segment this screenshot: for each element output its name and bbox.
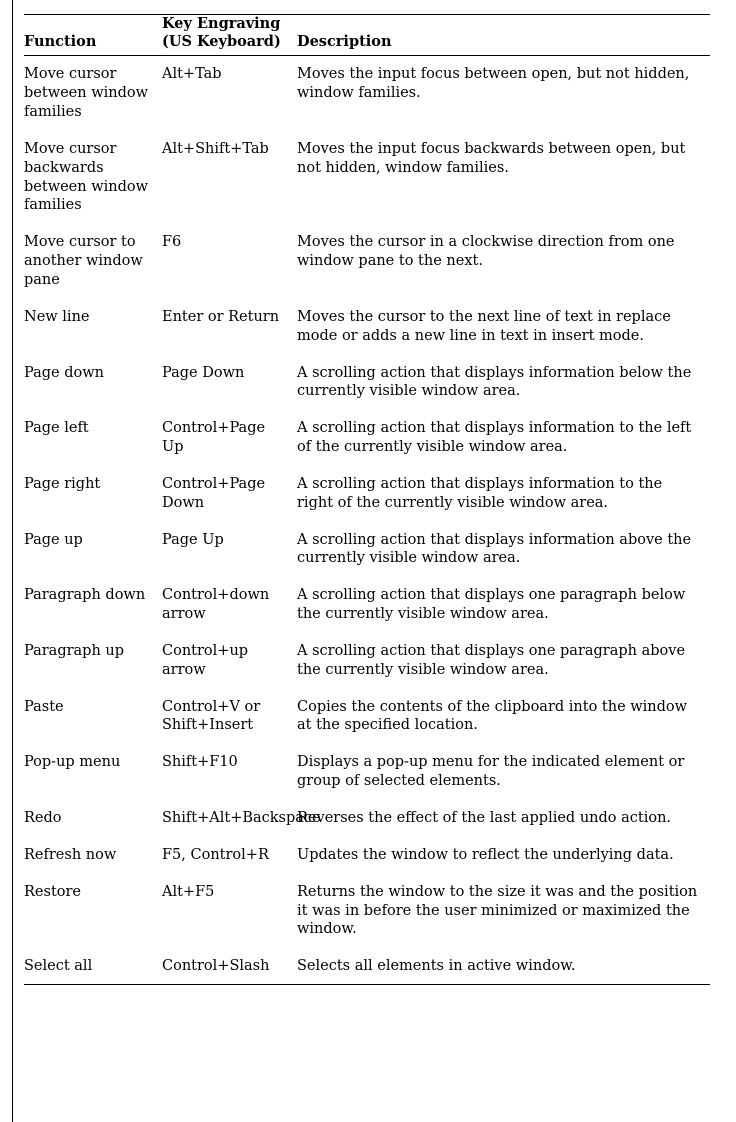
- cell-function: Redo: [24, 810, 62, 826]
- cell-description: Copies the contents of the clipboard into the window at the specified location.: [297, 698, 688, 734]
- cell-function: Move cursor backwards between window families: [24, 140, 149, 214]
- table-row: [24, 299, 710, 355]
- cell-function: Paragraph down: [24, 587, 146, 604]
- cell-key-engraving: Page Up: [162, 531, 224, 548]
- table-row: [24, 948, 710, 984]
- keyboard-shortcuts-table: [24, 14, 710, 985]
- table-row: [24, 131, 710, 224]
- table-row: [24, 224, 710, 299]
- cell-key-engraving: Control+Page Up: [162, 420, 266, 456]
- table-header-row: [24, 15, 710, 56]
- cell-description: A scrolling action that displays information below the currently visible window area.: [297, 364, 692, 400]
- cell-description: A scrolling action that displays information above the currently visible window area.: [297, 531, 692, 567]
- cell-description: Displays a pop-up menu for the indicated element or group of selected elements.: [297, 754, 685, 790]
- cell-description: A scrolling action that displays one paragraph below the currently visible window area.: [297, 587, 686, 623]
- table-row: [24, 522, 710, 578]
- cell-description: Moves the input focus backwards between open, but not hidden, window families.: [297, 140, 686, 176]
- table-row: [24, 633, 710, 689]
- cell-function: New line: [24, 308, 90, 325]
- cell-description: Selects all elements in active window.: [297, 948, 710, 984]
- table-row: [24, 800, 710, 837]
- cell-function: Page right: [24, 475, 101, 492]
- table-row: [24, 689, 710, 745]
- cell-key-engraving: Control+up arrow: [162, 642, 249, 678]
- cell-description: Moves the cursor in a clockwise direction from one window pane to the next.: [297, 234, 675, 270]
- cell-description: Moves the cursor to the next line of text in replace mode or adds a new line in text in insert mode.: [297, 308, 671, 344]
- cell-description: A scrolling action that displays information to the left of the currently visible window area.: [297, 420, 692, 456]
- cell-key-engraving: Control+Slash: [162, 948, 297, 984]
- document-body: [24, 14, 710, 985]
- table-body: [24, 56, 710, 985]
- table-row: [24, 874, 710, 949]
- cell-function: Select all: [24, 948, 162, 984]
- cell-key-engraving: Shift+Alt+Backspace: [162, 810, 321, 826]
- cell-key-engraving: F5, Control+R: [162, 846, 269, 863]
- cell-function: Paragraph up: [24, 642, 125, 659]
- cell-function: Paste: [24, 698, 64, 715]
- cell-key-engraving: Control+down arrow: [162, 587, 270, 623]
- table-row: [24, 466, 710, 522]
- cell-description: A scrolling action that displays information to the right of the currently visible window area.: [297, 475, 663, 511]
- cell-function: Refresh now: [24, 846, 117, 863]
- cell-function: Restore: [24, 883, 82, 900]
- table-row: [24, 56, 710, 131]
- column-header-key-engraving: Key Engraving (US Keyboard): [162, 15, 297, 56]
- table-row: [24, 744, 710, 800]
- cell-key-engraving: Control+Page Down: [162, 475, 266, 511]
- cell-function: Page up: [24, 531, 83, 548]
- cell-key-engraving: F6: [162, 234, 182, 251]
- table-row: [24, 355, 710, 411]
- cell-description: A scrolling action that displays one paragraph above the currently visible window area.: [297, 642, 686, 678]
- table-header: [24, 15, 710, 56]
- table-row: [24, 837, 710, 874]
- cell-key-engraving: Alt+Tab: [162, 66, 222, 83]
- cell-function: Page left: [24, 420, 89, 437]
- cell-function: Pop-up menu: [24, 754, 121, 771]
- cell-key-engraving: Control+V or Shift+Insert: [162, 698, 261, 734]
- column-header-function: Function: [24, 15, 162, 56]
- cell-function: Move cursor to another window pane: [24, 234, 143, 288]
- cell-description: Reverses the effect of the last applied undo action.: [297, 810, 672, 826]
- cell-key-engraving: Enter or Return: [162, 308, 280, 325]
- cell-description: Moves the input focus between open, but not hidden, window families.: [297, 66, 690, 102]
- cell-key-engraving: Page Down: [162, 364, 245, 381]
- table-row: [24, 410, 710, 466]
- page-left-margin-rule: [12, 0, 13, 1122]
- table-row: [24, 577, 710, 633]
- cell-key-engraving: Alt+F5: [162, 883, 215, 900]
- cell-description: Updates the window to reflect the underlying data.: [297, 846, 674, 863]
- cell-description: Returns the window to the size it was and the position it was in before the user minimized or maximized the window.: [297, 883, 698, 938]
- cell-key-engraving: Shift+F10: [162, 754, 238, 771]
- cell-function: Move cursor between window families: [24, 66, 149, 121]
- cell-key-engraving: Alt+Shift+Tab: [162, 140, 269, 157]
- cell-function: Page down: [24, 364, 104, 381]
- column-header-description: Description: [297, 15, 710, 56]
